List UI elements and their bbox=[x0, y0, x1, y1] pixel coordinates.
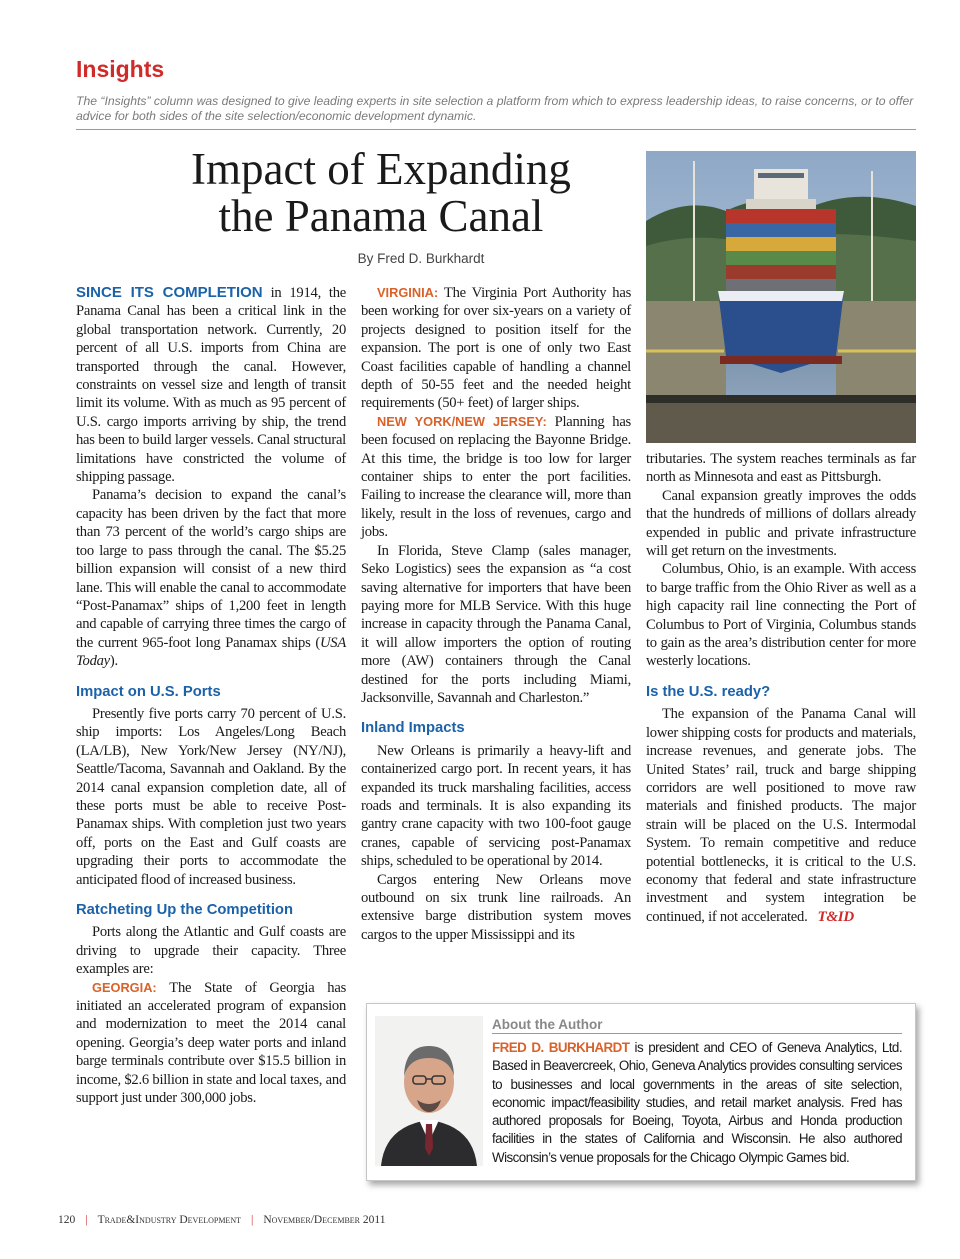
paragraph: New Orleans is primarily a heavy-lift and containerized cargo port. In recent years, it has expanded its truck marshaling facilities, access roads and terminals. It is also expanding its gantry crane capacity with two 100-foot gauge cranes, capable of servicing post-Panamax ships, scheduled to be operational by 2014. bbox=[361, 742, 631, 870]
article-column-2 bbox=[361, 284, 631, 944]
article-headline bbox=[76, 146, 686, 240]
paragraph: GEORGIA: The State of Georgia has initiated an accelerated program of expansion and modernization to meet the 2014 canal opening. Georgia’s deep water ports and inland barge terminals contribute over $15.5 billion in income, $2.6 billion in state and local taxes, and support just under 300,000 jobs. bbox=[76, 979, 346, 1107]
paragraph: NEW YORK/NEW JERSEY: Planning has been focused on replacing the Bayonne Bridge. At this time, the bridge is too low for larger container ships to enter the port facilities. Failing to increase the clearance will, more than likely, result in the loss of revenues, cargo and jobs. bbox=[361, 413, 631, 541]
article-column-1 bbox=[76, 284, 346, 1107]
end-mark: T&ID bbox=[817, 908, 854, 925]
section-title: Insights bbox=[76, 56, 165, 82]
paragraph: The expansion of the Panama Canal will lower shipping costs for products and materials, increase revenues, and generate jobs. The United States’ rail, truck and barge shipping corridors are well positioned to move raw materials and finished products. The major strain will be placed on the U.S. Intermodal System. To remain competitive and reduce potential bottlenecks, it is critical to the U.S. economy that federal and state infrastructure investment and system integration be continued, if not accelerated. T&ID bbox=[646, 706, 916, 925]
paragraph: Cargos entering New Orleans move outbound on six trunk line railroads. An extensive barge distribution system moves cargos to the upper Mississippi and its bbox=[361, 871, 631, 943]
author-box bbox=[366, 1003, 916, 1181]
paragraph: Presently five ports carry 70 percent of U.S. ship imports: Los Angeles/Long Beach (LA/LB), New York/New Jersey (NY/NJ), Seattle/Tacoma, Savannah and Oakland. By the 2014 canal expansion completion date, all of these ports must be able to receive Post-Panamax ships. With completion just two years off, ports on the East and Gulf coasts are upgrading their ports to accommodate the anticipated flood of increased business. bbox=[76, 705, 346, 888]
paragraph: Canal expansion greatly improves the odds that the hundreds of millions of dollars already expended in public and private infrastructure will get return on the investments. bbox=[646, 487, 916, 560]
subhead-ready: Is the U.S. ready? bbox=[646, 683, 771, 700]
page-number: 120 bbox=[58, 1214, 76, 1226]
lead-in: SINCE ITS COMPLETION bbox=[76, 284, 263, 301]
paragraph: VIRGINIA: The Virginia Port Authority has been working for over six-years on a variety of projects designed to position itself for the expansion. The port is one of only two East Coast facilities capable of handling a channel depth of 50-55 feet and the needed height requirements (50+ feet) of larger ships. bbox=[361, 285, 631, 412]
paragraph: In Florida, Steve Clamp (sales manager, Seko Logistics) sees the expansion as “a cost saving alternative for importers that have been paying more for MLB Service. With this huge increase in capacity through the Panama Canal, it will allow importers the option of routing more (AW) containers through the Canal destined for the ports including Miami, Jacksonville, Savannah and Charleston.” bbox=[361, 542, 631, 706]
section-intro: The “Insights” column was designed to give leading experts in site selection a platform from which to express leadership ideas, to raise concerns, or to offer advice for both sides of the site selection/economic development dynamic. bbox=[76, 94, 914, 123]
container-ship-image bbox=[646, 151, 916, 443]
publication-name: Trade&Industry Development bbox=[97, 1214, 241, 1226]
headline-line-2: the Panama Canal bbox=[218, 191, 544, 241]
article-byline: By Fred D. Burkhardt bbox=[357, 251, 485, 266]
label-virginia: VIRGINIA: bbox=[377, 285, 439, 300]
author-portrait-image bbox=[375, 1016, 483, 1166]
subhead-inland: Inland Impacts bbox=[361, 720, 465, 737]
author-bio: FRED D. BURKHARDT is president and CEO of Geneva Analytics, Ltd. Based in Beavercreek, Ohio, Geneva Analytics provides consulting services to businesses and local governments in the areas of site selection, economic impact/feasibility studies, and retail market analysis. Fred has authored proposals for Boeing, Toyota, Airbus and Honda production facilities in the states of California and Wisconsin. He also authored Wisconsin’s venue proposals for the Chicago Olympic Games bid. bbox=[492, 1040, 902, 1165]
subhead-competition: Ratcheting Up the Competition bbox=[76, 902, 294, 918]
author-heading: About the Author bbox=[492, 1017, 902, 1034]
subhead-ports: Impact on U.S. Ports bbox=[76, 683, 221, 700]
paragraph: SINCE ITS COMPLETION in 1914, the Panama Canal has been a critical link in the global transportation network. Currently, 20 percent of all U.S. imports from China are transported through the canal. However, constraints on vessel size and length of transit limit its volume. With as much as 95 percent of U.S. cargo imports arriving by ship, the trend has been to build larger vessels. Canal structural limitations have constricted the volume of shipping passage. bbox=[76, 284, 346, 486]
ship-photo bbox=[646, 151, 916, 443]
article-column-3 bbox=[646, 450, 916, 926]
author-name: FRED D. BURKHARDT bbox=[492, 1040, 630, 1055]
label-georgia: GEORGIA: bbox=[92, 979, 157, 995]
page-footer bbox=[58, 1214, 385, 1226]
paragraph: Ports along the Atlantic and Gulf coasts are driving to upgrade their capacity. Three examples are: bbox=[76, 924, 346, 978]
header-divider bbox=[76, 129, 916, 130]
source-citation: USA Today bbox=[76, 634, 346, 670]
footer-separator: | bbox=[85, 1214, 88, 1226]
author-photo bbox=[375, 1016, 483, 1166]
issue-date: November/December 2011 bbox=[263, 1214, 386, 1226]
label-new-york-new-jersey: NEW YORK/NEW JERSEY: bbox=[377, 413, 547, 429]
paragraph: Panama’s decision to expand the canal’s capacity has been driven by the fact that more than 73 percent of the world’s cargo ships are too large to pass through the canal. The $5.25 billion expansion will consist of a new third lane. This will enable the canal to accommodate “Post-Panamax” ships of 1,200 feet in length and capable of carrying three times the cargo of the current 965-foot long Panamax ships (USA Today). bbox=[76, 487, 346, 670]
headline-line-1: Impact of Expanding bbox=[191, 144, 571, 194]
paragraph: Columbus, Ohio, is an example. With access to barge traffic from the Ohio River as well as a high capacity rail line connecting the Port of Columbus to Port of Virginia, Columbus stands to gain as the area’s distribution center for more westerly locations. bbox=[646, 561, 916, 670]
footer-separator: | bbox=[251, 1214, 254, 1226]
paragraph: tributaries. The system reaches terminals as far north as Minnesota and east as Pittsburgh. bbox=[646, 451, 916, 486]
